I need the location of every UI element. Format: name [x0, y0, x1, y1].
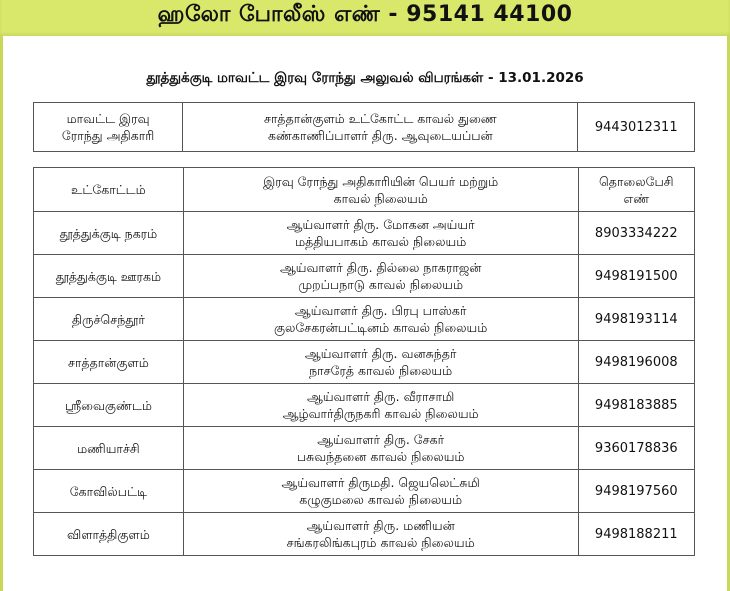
helpline-text: ஹலோ போலீஸ் எண் - 95141 44100: [157, 2, 573, 27]
district-officer-phone: 9443012311: [578, 103, 695, 152]
row-subdivision: தூத்துக்குடி ஊரகம்: [34, 255, 184, 298]
table-row: [34, 255, 695, 298]
row-phone: 9498196008: [578, 341, 694, 384]
row-officer: ஆய்வாளர் திரு. மணியன் சங்கரலிங்கபுரம் காவல் நிலையம்: [183, 513, 578, 556]
header-subdivision: உட்கோட்டம்: [34, 168, 184, 212]
row-phone: 9498183885: [578, 384, 694, 427]
row-subdivision: விளாத்திகுளம்: [34, 513, 184, 556]
district-officer-label: மாவட்ட இரவு ரோந்து அதிகாரி: [34, 103, 183, 152]
helpline-banner: [0, 0, 730, 36]
row-phone: 9498197560: [578, 470, 694, 513]
row-subdivision: கோவில்பட்டி: [34, 470, 184, 513]
header-officer: இரவு ரோந்து அதிகாரியின் பெயர் மற்றும் காவல் நிலையம்: [183, 168, 578, 212]
row-officer: ஆய்வாளர் திரு. பிரபு பாஸ்கர் குலசேகரன்பட்டினம் காவல் நிலையம்: [183, 298, 578, 341]
row-subdivision: திருச்செந்தூர்: [34, 298, 184, 341]
row-subdivision: ஸ்ரீவைகுண்டம்: [34, 384, 184, 427]
header-phone: தொலைபேசி எண்: [578, 168, 694, 212]
row-phone: 8903334222: [578, 212, 694, 255]
table-header-row: [34, 168, 695, 212]
row-phone: 9498191500: [578, 255, 694, 298]
row-phone: 9498193114: [578, 298, 694, 341]
row-officer: ஆய்வாளர் திரு. வனசுந்தர் நாசரேத் காவல் நிலையம்: [183, 341, 578, 384]
table-row: [34, 384, 695, 427]
row-officer: ஆய்வாளர் திரு. மோகன அய்யர் மத்தியபாகம் காவல் நிலையம்: [183, 212, 578, 255]
table-row: [34, 298, 695, 341]
district-officer-row: [34, 103, 695, 152]
row-officer: ஆய்வாளர் திரு. சேகர் பசுவந்தனை காவல் நிலையம்: [183, 427, 578, 470]
table-row: [34, 427, 695, 470]
row-phone: 9498188211: [578, 513, 694, 556]
district-officer-table: [33, 102, 695, 152]
row-subdivision: சாத்தான்குளம்: [34, 341, 184, 384]
table-row: [34, 513, 695, 556]
row-subdivision: தூத்துக்குடி நகரம்: [34, 212, 184, 255]
district-officer-name: சாத்தான்குளம் உட்கோட்ட காவல் துணை கண்காணிப்பாளர் திரு. ஆவுடையப்பன்: [183, 103, 578, 152]
frame-border-left: [0, 36, 3, 591]
table-row: [34, 470, 695, 513]
patrol-officers-table: [33, 167, 695, 556]
document-title: தூத்துக்குடி மாவட்ட இரவு ரோந்து அலுவல் விபரங்கள் - 13.01.2026: [146, 70, 584, 86]
row-officer: ஆய்வாளர் திரு. வீராசாமி ஆழ்வார்திருநகரி காவல் நிலையம்: [183, 384, 578, 427]
row-phone: 9360178836: [578, 427, 694, 470]
table-row: [34, 212, 695, 255]
row-officer: ஆய்வாளர் திரு. தில்லை நாகராஜன் முறப்பநாடு காவல் நிலையம்: [183, 255, 578, 298]
table-row: [34, 341, 695, 384]
row-subdivision: மணியாச்சி: [34, 427, 184, 470]
row-officer: ஆய்வாளர் திருமதி. ஜெயலெட்சுமி கழுகுமலை காவல் நிலையம்: [183, 470, 578, 513]
